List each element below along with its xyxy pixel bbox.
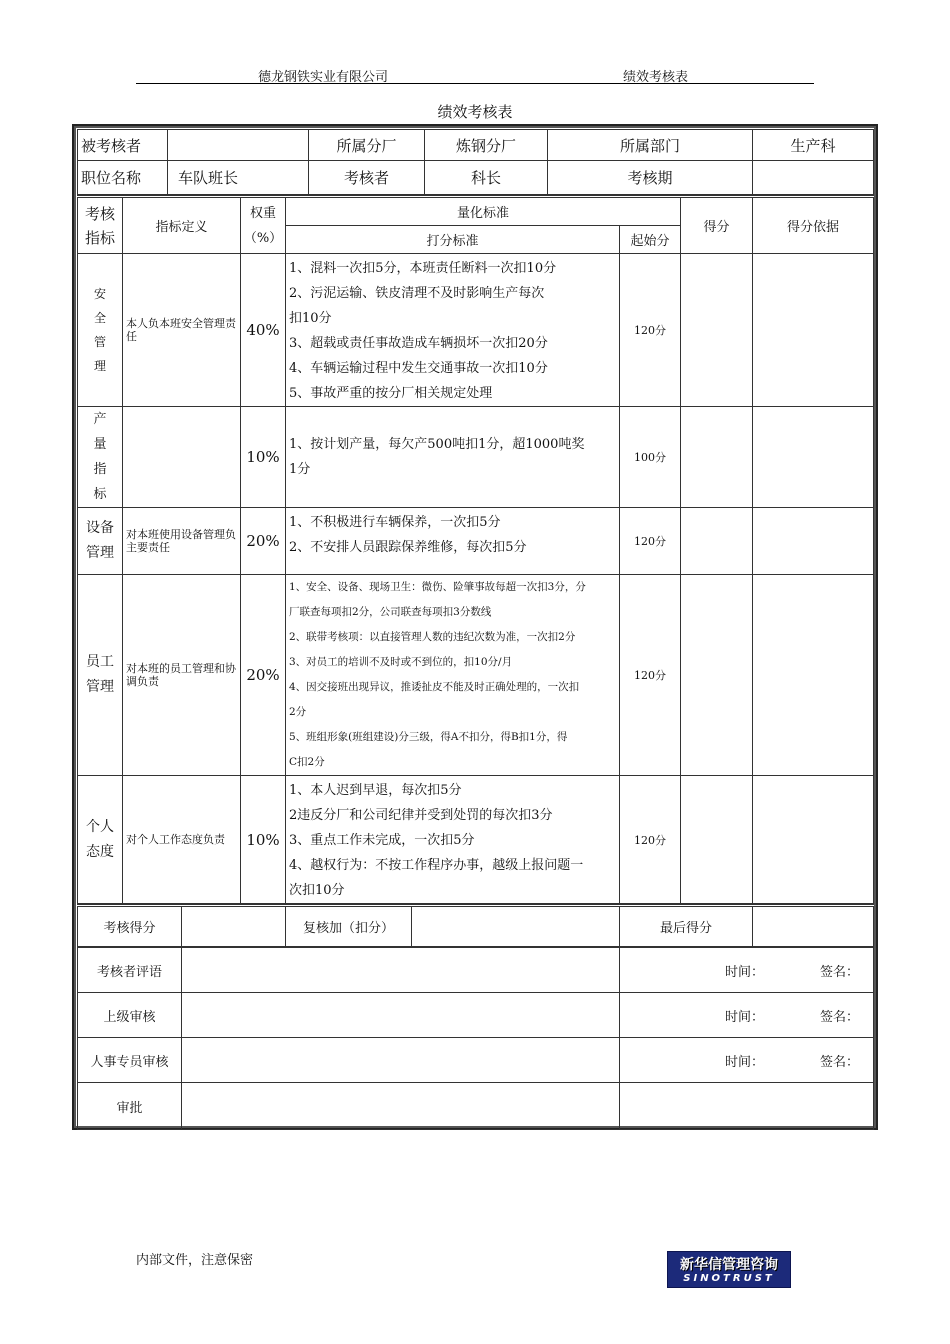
assessor-comment-label: 考核者评语 bbox=[78, 948, 182, 993]
assessor-value[interactable]: 科长 bbox=[425, 161, 548, 195]
row-basis[interactable] bbox=[753, 407, 874, 508]
period-value[interactable] bbox=[753, 161, 874, 195]
score-value[interactable] bbox=[182, 906, 286, 947]
row-weight: 10% bbox=[241, 407, 286, 508]
position-value[interactable]: 车队班长 bbox=[168, 161, 309, 195]
table-row bbox=[78, 776, 874, 904]
table-row bbox=[78, 575, 874, 776]
row-base: 120分 bbox=[620, 575, 681, 776]
row-definition: 对本班的员工管理和协调负责 bbox=[123, 575, 241, 776]
confidential-note: 内部文件，注意保密 bbox=[136, 1253, 254, 1268]
indicator-table bbox=[77, 195, 874, 904]
row-score[interactable] bbox=[681, 254, 753, 407]
page-title: 绩效考核表 bbox=[437, 103, 513, 121]
row-score[interactable] bbox=[681, 575, 753, 776]
row-weight: 10% bbox=[241, 776, 286, 904]
row-standards: 1、安全、设备、现场卫生：微伤、险肇事故每超一次扣3分，分 厂联查每项扣2分，公司联查每项扣3分数线 2、联带考核项：以直接管理人数的违纪次数为准，一次扣2分 3、对员工的培训不及时或不到位的，扣10分/月 4、因交接班出现异议，推诿扯皮不能及时正确处理的，一次扣 2分 5、班组形象(班组建设)分三级，得A不扣分，得B扣1分，得 C扣2分 bbox=[286, 575, 620, 776]
row-basis[interactable] bbox=[753, 575, 874, 776]
info-table bbox=[77, 129, 874, 195]
approval-table bbox=[77, 947, 874, 1130]
hr-review-field[interactable] bbox=[182, 1038, 620, 1083]
row-basis[interactable] bbox=[753, 776, 874, 904]
branch-label: 所属分厂 bbox=[309, 130, 425, 161]
hr-review-label: 人事专员审核 bbox=[78, 1038, 182, 1083]
col-scoring: 打分标准 bbox=[286, 226, 620, 254]
final-label: 最后得分 bbox=[620, 906, 753, 947]
row-score[interactable] bbox=[681, 508, 753, 575]
row-definition: 对本班使用设备管理负主要责任 bbox=[123, 508, 241, 575]
assessment-form bbox=[77, 129, 873, 1130]
branch-value[interactable]: 炼钢分厂 bbox=[425, 130, 548, 161]
assessee-value[interactable] bbox=[168, 130, 309, 161]
sinotrust-logo bbox=[667, 1251, 791, 1288]
row-base: 120分 bbox=[620, 508, 681, 575]
row-definition: 对个人工作态度负责 bbox=[123, 776, 241, 904]
header-company: 德龙钢铁实业有限公司 bbox=[258, 70, 389, 85]
dept-label: 所属部门 bbox=[548, 130, 753, 161]
review-value[interactable] bbox=[412, 906, 620, 947]
assessor-comment-field[interactable] bbox=[182, 948, 620, 993]
col-basis: 得分依据 bbox=[753, 197, 874, 254]
row-basis[interactable] bbox=[753, 254, 874, 407]
row-score[interactable] bbox=[681, 776, 753, 904]
col-quant: 量化标准 bbox=[286, 197, 681, 226]
score-label: 考核得分 bbox=[78, 906, 182, 947]
summary-table bbox=[77, 904, 874, 947]
dept-value[interactable]: 生产科 bbox=[753, 130, 874, 161]
approve-field[interactable] bbox=[182, 1083, 620, 1130]
row-definition: 本人负本班安全管理责任 bbox=[123, 254, 241, 407]
approve-signature[interactable] bbox=[620, 1083, 874, 1130]
row-weight: 40% bbox=[241, 254, 286, 407]
table-row bbox=[78, 508, 874, 575]
superior-signature: 时间： 签名： bbox=[620, 993, 874, 1038]
table-row bbox=[78, 407, 874, 508]
row-base: 100分 bbox=[620, 407, 681, 508]
row-score[interactable] bbox=[681, 407, 753, 508]
row-basis[interactable] bbox=[753, 508, 874, 575]
superior-review-field[interactable] bbox=[182, 993, 620, 1038]
col-definition: 指标定义 bbox=[123, 197, 241, 254]
row-base: 120分 bbox=[620, 776, 681, 904]
header-doc-type: 绩效考核表 bbox=[623, 70, 689, 85]
col-score: 得分 bbox=[681, 197, 753, 254]
row-definition bbox=[123, 407, 241, 508]
row-standards: 1、本人迟到早退，每次扣5分 2违反分厂和公司纪律并受到处罚的每次扣3分 3、重点工作未完成，一次扣5分 4、越权行为：不按工作程序办事，越级上报问题一 次扣10分 bbox=[286, 776, 620, 904]
superior-review-label: 上级审核 bbox=[78, 993, 182, 1038]
logo-chinese: 新华信管理咨询 bbox=[680, 1257, 778, 1273]
period-label: 考核期 bbox=[548, 161, 753, 195]
review-label: 复核加（扣分） bbox=[286, 906, 412, 947]
row-category: 产量指标 bbox=[78, 407, 123, 508]
assessor-label: 考核者 bbox=[309, 161, 425, 195]
row-standards: 1、按计划产量，每欠产500吨扣1分，超1000吨奖 1分 bbox=[286, 407, 620, 508]
row-category: 员工管理 bbox=[78, 575, 123, 776]
position-label: 职位名称 bbox=[78, 161, 168, 195]
row-standards: 1、混料一次扣5分，本班责任断料一次扣10分 2、污泥运输、铁皮清理不及时影响生产每次 扣10分 3、超载或责任事故造成车辆损坏一次扣20分 4、车辆运输过程中发生交通事故一次扣10分 5、事故严重的按分厂相关规定处理 bbox=[286, 254, 620, 407]
hr-signature: 时间： 签名： bbox=[620, 1038, 874, 1083]
row-category: 个人态度 bbox=[78, 776, 123, 904]
logo-english: SINOTRUST bbox=[683, 1273, 775, 1284]
row-base: 120分 bbox=[620, 254, 681, 407]
row-weight: 20% bbox=[241, 508, 286, 575]
col-indicator: 考核指标 bbox=[78, 197, 123, 254]
row-standards: 1、不积极进行车辆保养，一次扣5分 2、不安排人员跟踪保养维修，每次扣5分 bbox=[286, 508, 620, 575]
table-row bbox=[78, 254, 874, 407]
row-category: 安全管理 bbox=[78, 254, 123, 407]
assessee-label: 被考核者 bbox=[78, 130, 168, 161]
assessor-signature: 时间： 签名： bbox=[620, 948, 874, 993]
approve-label: 审批 bbox=[78, 1083, 182, 1130]
final-value[interactable] bbox=[753, 906, 874, 947]
row-category: 设备管理 bbox=[78, 508, 123, 575]
header-rule bbox=[136, 83, 814, 84]
row-weight: 20% bbox=[241, 575, 286, 776]
col-base: 起始分 bbox=[620, 226, 681, 254]
col-weight: 权重（%） bbox=[241, 197, 286, 254]
